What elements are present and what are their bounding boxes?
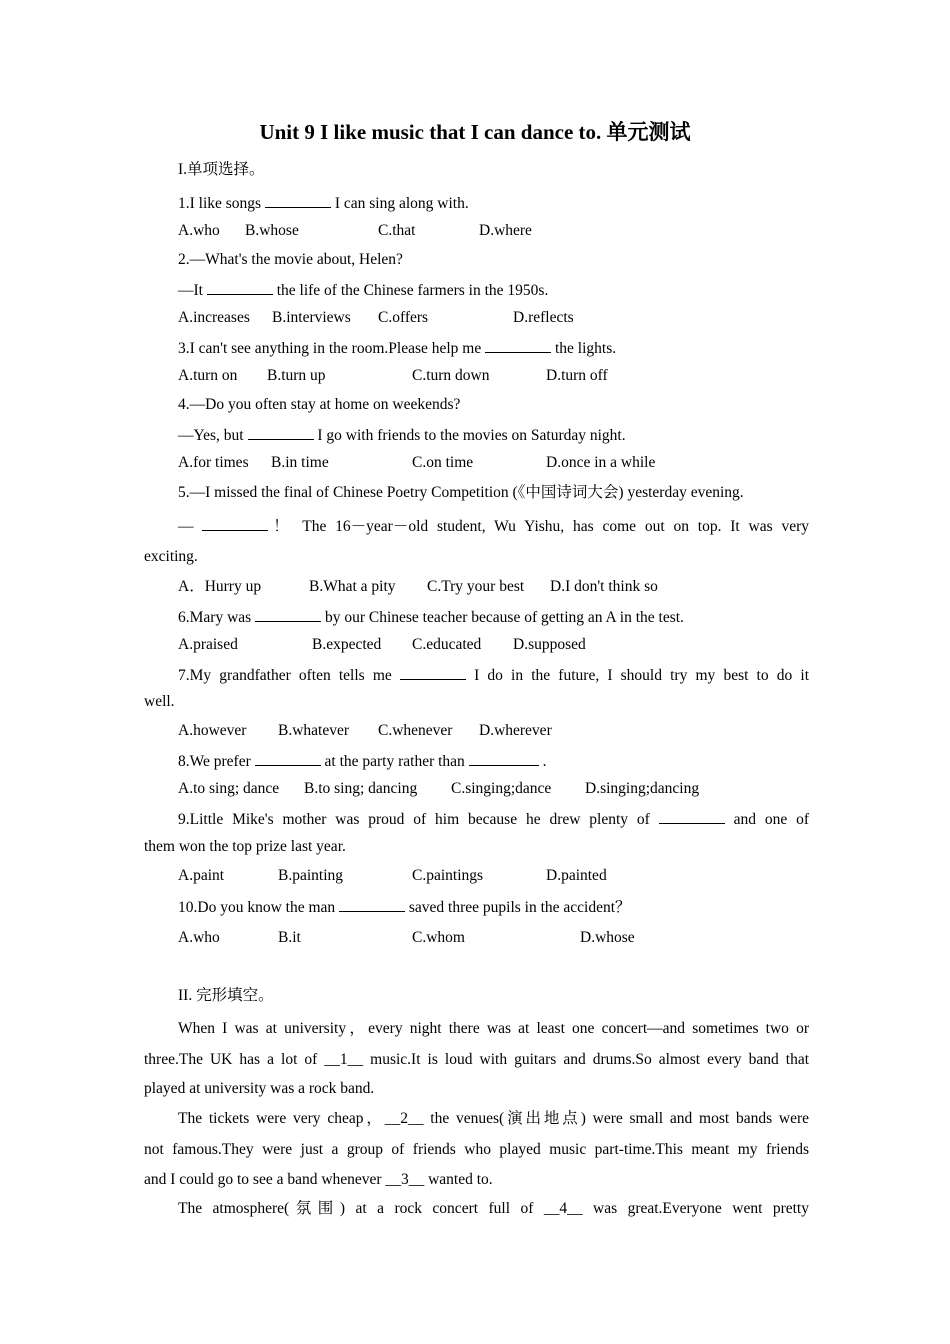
- option-d: D.singing;dancing: [585, 780, 700, 797]
- option-c: C.educated: [412, 636, 482, 653]
- question-text: 6.Mary was: [178, 609, 256, 626]
- section-heading-cloze: II. 完形填空。: [178, 987, 274, 1004]
- option-a: A.to sing; dance: [178, 780, 280, 797]
- question-10: [178, 896, 631, 918]
- page-title: Unit 9 I like music that I can dance to. 单元测试: [259, 120, 691, 144]
- option-c: C.offers: [378, 309, 429, 326]
- question-text: ！ The 16－year－old student, Wu Yishu, has come out on top. It was very: [268, 518, 810, 535]
- paragraph-1-line-1: When I was at university，every night there was at least one concert—and sometimes two or: [178, 1020, 809, 1037]
- option-d: D.where: [479, 222, 532, 239]
- question-5-continuation: exciting.: [144, 548, 198, 565]
- question-text: I can sing along with.: [330, 195, 469, 212]
- option-d: D.turn off: [546, 367, 608, 384]
- option-b: B.turn up: [267, 367, 326, 384]
- paragraph-1-line-3: played at university was a rock band.: [144, 1080, 375, 1097]
- option-b: B.interviews: [272, 309, 351, 326]
- option-b: B.in time: [271, 454, 329, 471]
- option-d: D.painted: [546, 867, 607, 884]
- option-c: C.Try your best: [427, 578, 525, 595]
- question-1: [178, 192, 469, 214]
- question-text: by our Chinese teacher because of getting an A in the test.: [321, 609, 684, 626]
- question-2-response: [178, 279, 548, 301]
- option-d: D.reflects: [513, 309, 574, 326]
- option-b: B.painting: [278, 867, 344, 884]
- option-a: A.however: [178, 722, 247, 739]
- option-c: C.singing;dance: [451, 780, 552, 797]
- answer-blank: [265, 192, 331, 208]
- answer-blank: [400, 664, 466, 680]
- option-c: C.paintings: [412, 867, 484, 884]
- question-text: at the party rather than: [320, 753, 469, 770]
- option-b: B.What a pity: [309, 578, 396, 595]
- option-c: C.whenever: [378, 722, 453, 739]
- option-b: B.to sing; dancing: [304, 780, 418, 797]
- question-text: 7.My grandfather often tells me: [178, 667, 400, 684]
- question-7-continuation: well.: [144, 693, 175, 710]
- option-a: A.who: [178, 929, 220, 946]
- option-c: C.turn down: [412, 367, 490, 384]
- option-a: A.praised: [178, 636, 238, 653]
- paragraph-2-line-1: The tickets were very cheap，__2__ the venues(演出地点) were small and most bands were: [178, 1110, 809, 1127]
- option-d: D.whose: [580, 929, 635, 946]
- option-b: B.it: [278, 929, 301, 946]
- section-heading-single-choice: I.单项选择。: [178, 161, 265, 178]
- answer-blank: [485, 337, 551, 353]
- question-text: and one of: [724, 811, 810, 828]
- option-d: D.once in a while: [546, 454, 656, 471]
- answer-blank: [255, 606, 321, 622]
- answer-blank: [469, 750, 539, 766]
- answer-blank: [659, 808, 725, 824]
- option-d: D.supposed: [513, 636, 586, 653]
- question-text: 1.I like songs: [178, 195, 265, 212]
- option-a: A.increases: [178, 309, 250, 326]
- question-text: 9.Little Mike's mother was proud of him because he drew plenty of: [178, 811, 659, 828]
- question-9-continuation: them won the top prize last year.: [144, 838, 346, 855]
- question-4-response: [178, 424, 626, 446]
- answer-blank: [248, 424, 314, 440]
- option-a: A．Hurry up: [178, 578, 262, 595]
- question-5-response: [178, 515, 809, 537]
- question-text: 3.I can't see anything in the room.Please help me: [178, 340, 486, 357]
- question-5: 5.—I missed the final of Chinese Poetry Competition (《中国诗词大会) yesterday evening.: [178, 484, 744, 501]
- paragraph-3-line-1: The atmosphere(氛围) at a rock concert full of __4__ was great.Everyone went pretty: [178, 1200, 809, 1217]
- option-d: D.wherever: [479, 722, 552, 739]
- option-b: B.expected: [312, 636, 382, 653]
- question-text: 10.Do you know the man: [178, 899, 340, 916]
- answer-blank: [207, 279, 273, 295]
- option-c: C.that: [378, 222, 416, 239]
- paragraph-2-line-2: not famous.They were just a group of friends who played music part-time.This meant my friends: [144, 1141, 809, 1158]
- answer-blank: [202, 515, 268, 531]
- question-text: I do in the future, I should try my best to do it: [465, 667, 810, 684]
- option-c: C.whom: [412, 929, 465, 946]
- option-a: A.for times: [178, 454, 249, 471]
- question-6: [178, 606, 684, 628]
- option-b: B.whose: [245, 222, 299, 239]
- option-c: C.on time: [412, 454, 474, 471]
- question-3: [178, 337, 616, 359]
- option-a: A.who: [178, 222, 220, 239]
- question-text: 8.We prefer: [178, 753, 255, 770]
- question-4: 4.—Do you often stay at home on weekends?: [178, 396, 461, 413]
- question-text: saved three pupils in the accident？: [405, 899, 631, 916]
- option-b: B.whatever: [278, 722, 350, 739]
- question-text: .: [538, 753, 547, 770]
- question-8: [178, 750, 546, 772]
- paragraph-2-line-3: and I could go to see a band whenever __3__ wanted to.: [144, 1171, 493, 1188]
- answer-blank: [255, 750, 321, 766]
- question-text: —Yes, but: [178, 427, 248, 444]
- question-text: the lights.: [551, 340, 617, 357]
- option-a: A.turn on: [178, 367, 238, 384]
- question-7: [178, 664, 809, 686]
- question-text: —It: [178, 282, 207, 299]
- question-text: I go with friends to the movies on Saturday night.: [313, 427, 626, 444]
- answer-blank: [339, 896, 405, 912]
- question-9: [178, 808, 809, 830]
- question-text: —: [178, 518, 203, 535]
- option-a: A.paint: [178, 867, 225, 884]
- question-2: 2.—What's the movie about, Helen?: [178, 251, 403, 268]
- question-text: the life of the Chinese farmers in the 1950s.: [272, 282, 549, 299]
- paragraph-1-line-2: three.The UK has a lot of __1__ music.It is loud with guitars and drums.So almost every band that: [144, 1051, 809, 1068]
- option-d: D.I don't think so: [550, 578, 658, 595]
